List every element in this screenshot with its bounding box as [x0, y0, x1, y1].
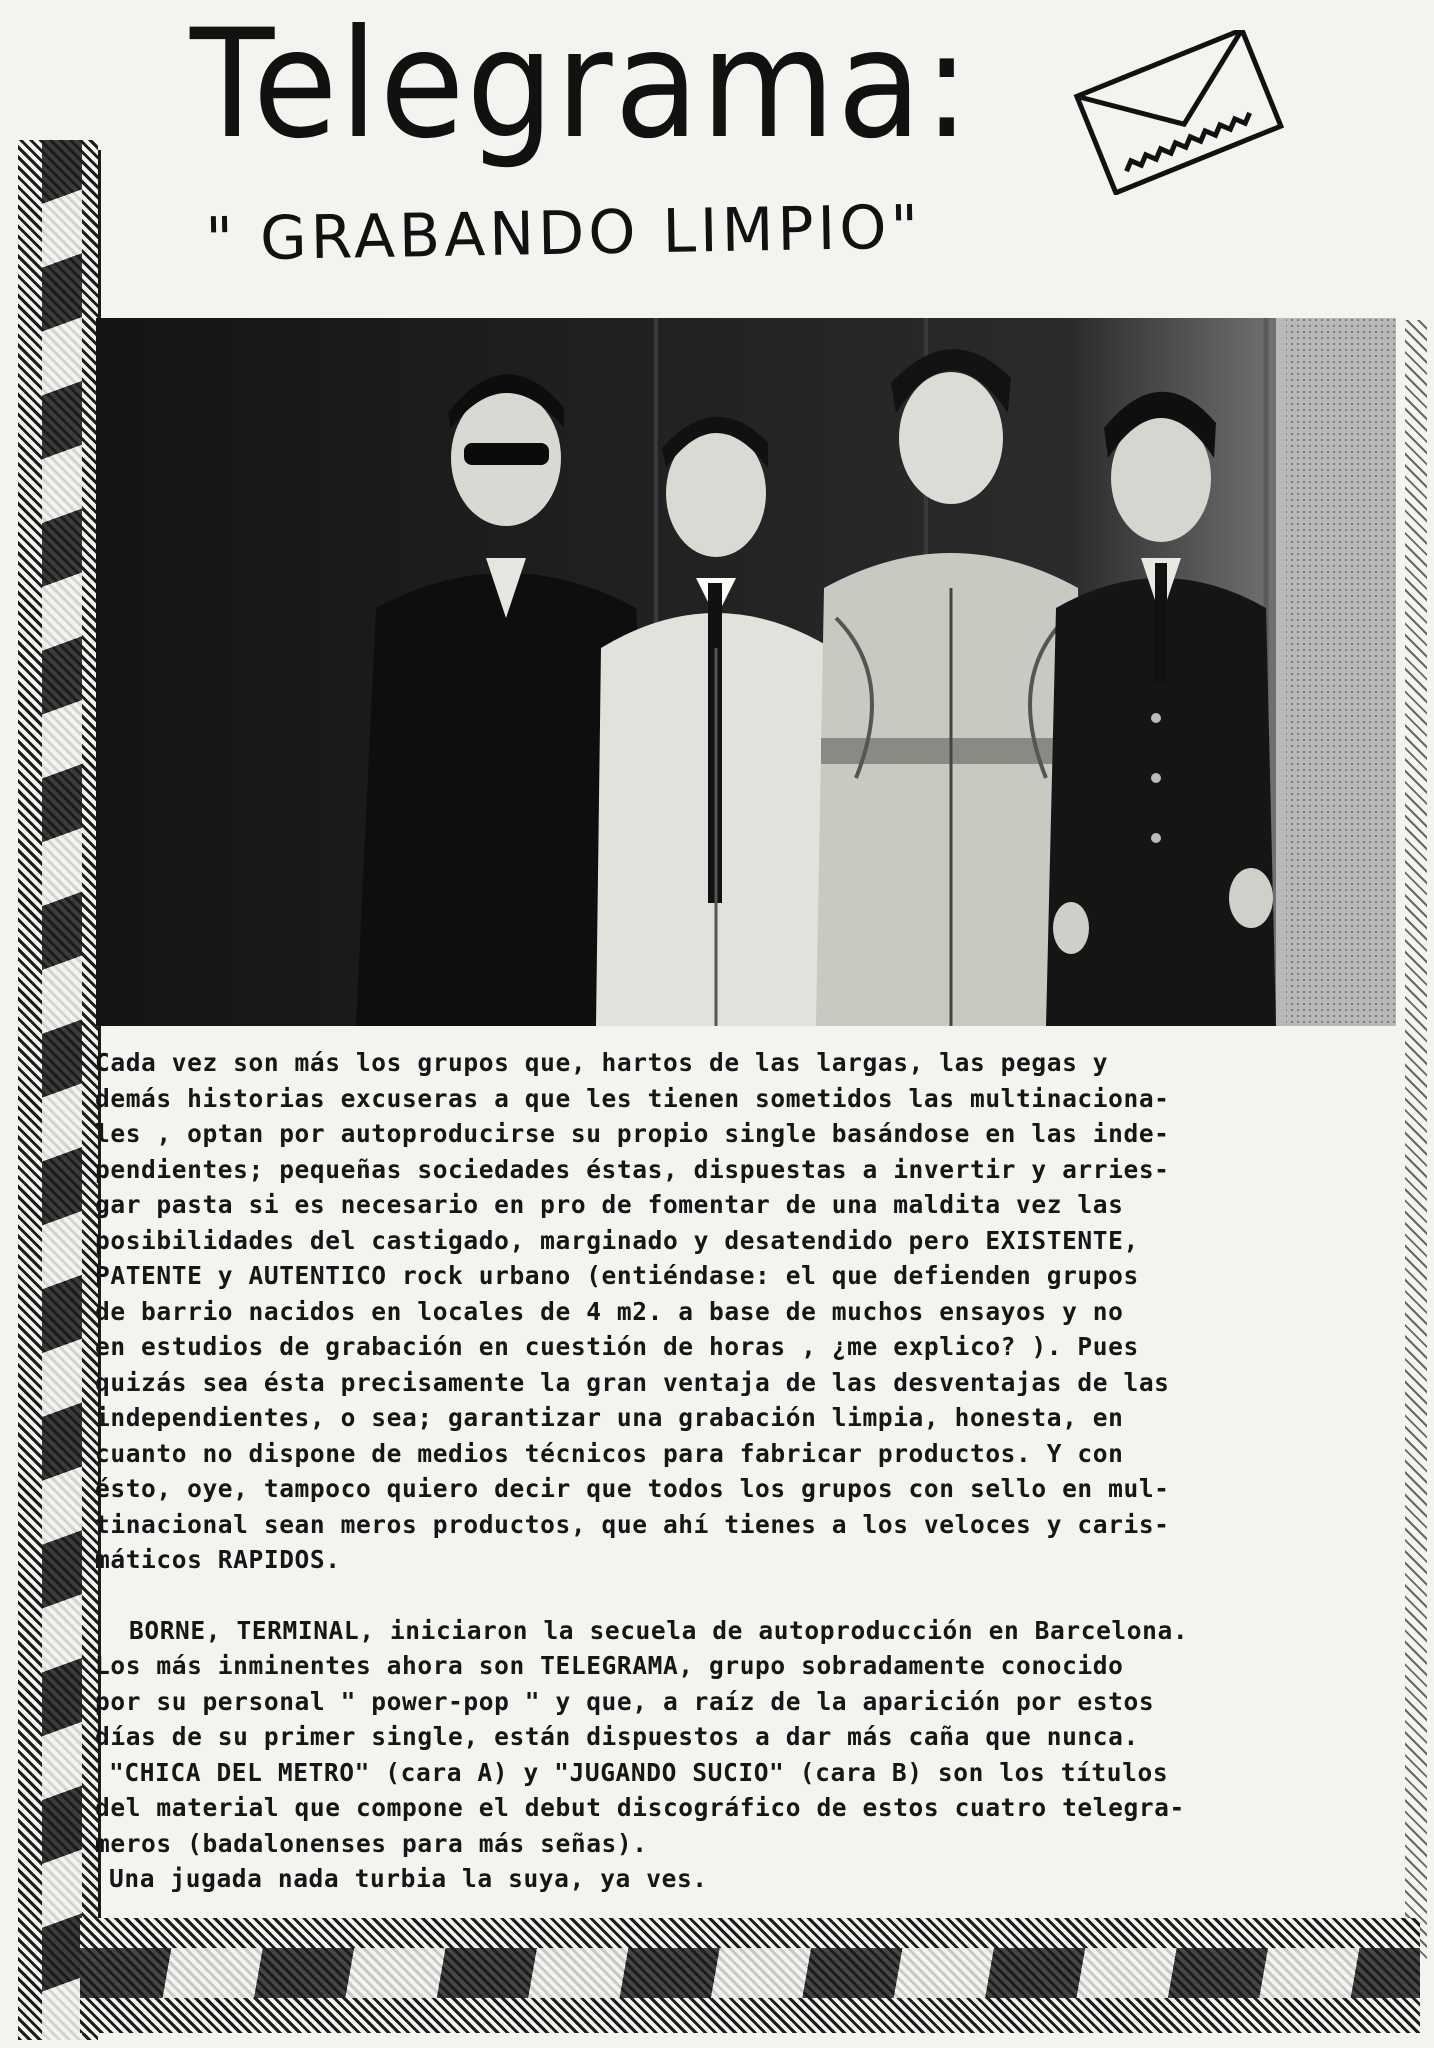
page-title: Telegrama:: [190, 0, 972, 172]
text-line: demás historias excuseras a que les tienen sometidos las multinaciona-: [95, 1083, 1170, 1113]
text-line: posibilidades del castigado, marginado y desatendido pero EXISTENTE,: [95, 1225, 1139, 1255]
text-line: PATENTE y AUTENTICO rock urbano (entiéndase: el que defienden grupos: [95, 1261, 1139, 1290]
text-line: máticos RAPIDOS.: [95, 1545, 341, 1574]
page-subtitle: " GRABANDO LIMPIO": [204, 192, 923, 275]
article-paragraph-2: [95, 1613, 1415, 1897]
text-line: pendientes; pequeñas sociedades éstas, dispuestas a invertir y arries-: [95, 1154, 1170, 1184]
band-photo: [96, 318, 1396, 1026]
text-line: quizás sea ésta precisamente la gran ventaja de las desventajas de las: [95, 1367, 1170, 1397]
text-line: "CHICA DEL METRO" (cara A) y "JUGANDO SUCIO" (cara B) son los títulos: [109, 1757, 1169, 1787]
text-line: ésto, oye, tampoco quiero decir que todos los grupos con sello en mul-: [95, 1474, 1170, 1503]
text-line: de barrio nacidos en locales de 4 m2. a base de muchos ensayos y no: [95, 1296, 1124, 1326]
text-line: BORNE, TERMINAL, iniciaron la secuela de autoproducción en Barcelona.: [129, 1615, 1189, 1645]
text-line: en estudios de grabación en cuestión de horas , ¿me explico? ). Pues: [95, 1332, 1139, 1361]
text-line: les , optan por autoproducirse su propio single basándose en las inde-: [95, 1119, 1170, 1148]
article-paragraph-1: [95, 1045, 1415, 1578]
envelope-icon: [1068, 30, 1286, 195]
text-line: gar pasta si es necesario en pro de fomentar de una maldita vez las: [95, 1190, 1124, 1219]
text-line: del material que compone el debut discográfico de estos cuatro telegra-: [95, 1793, 1185, 1822]
paragraph-gap: [95, 1578, 1415, 1613]
text-line: Los más inminentes ahora son TELEGRAMA, grupo sobradamente conocido: [95, 1651, 1124, 1680]
text-line: tinacional sean meros productos, que ahí tienes a los veloces y caris-: [95, 1509, 1170, 1539]
text-line: Cada vez son más los grupos que, hartos de las largas, las pegas y: [95, 1048, 1109, 1077]
article-body: [95, 1045, 1415, 1897]
bottom-decorative-border: [80, 1918, 1420, 2033]
text-line: independientes, o sea; garantizar una grabación limpia, honesta, en: [95, 1403, 1124, 1432]
text-line: cuanto no dispone de medios técnicos para fabricar productos. Y con: [95, 1438, 1124, 1468]
left-decorative-border: [18, 140, 98, 2040]
text-line: meros (badalonenses para más señas).: [95, 1828, 648, 1858]
text-line: días de su primer single, están dispuestos a dar más caña que nunca.: [95, 1722, 1139, 1751]
text-line: Una jugada nada turbia la suya, ya ves.: [109, 1864, 708, 1893]
text-line: por su personal " power-pop " y que, a raíz de la aparición por estos: [95, 1686, 1155, 1716]
